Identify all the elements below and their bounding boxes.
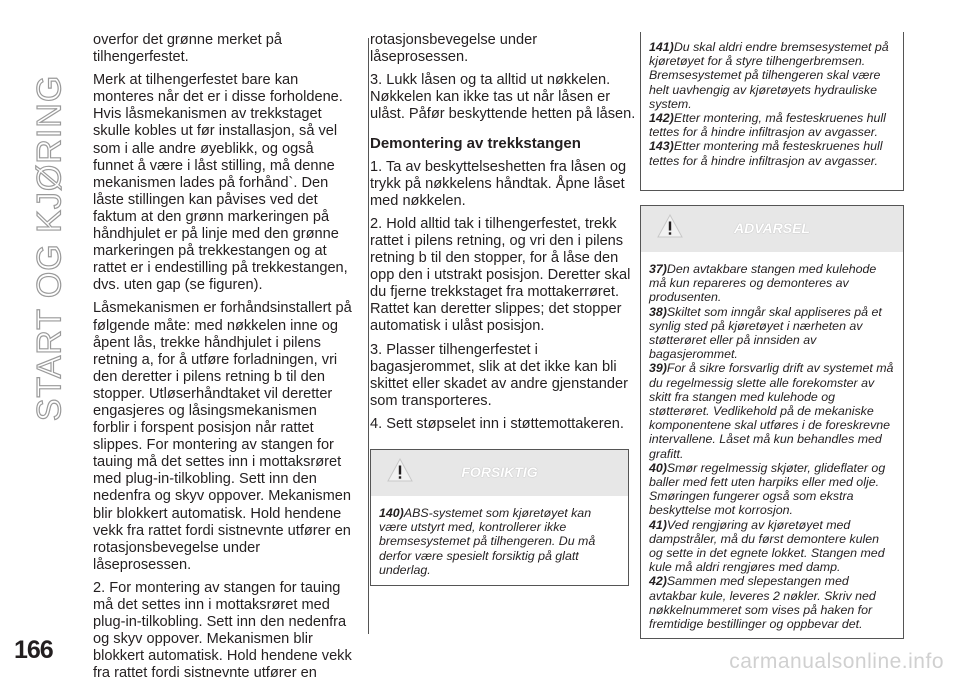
caution-box bbox=[370, 449, 629, 586]
caution-header bbox=[371, 450, 628, 496]
note-143 bbox=[649, 139, 895, 167]
note-number: 37) bbox=[649, 262, 667, 276]
note-37 bbox=[649, 262, 895, 305]
column-left bbox=[93, 32, 357, 688]
paragraph: rotasjonsbevegelse under låseprosessen. bbox=[370, 32, 538, 66]
caution-title: FORSIKTIG bbox=[461, 464, 538, 480]
note-number: 41) bbox=[649, 517, 667, 532]
note-text: Smør regelmessig skjøter, glideflater og baller med fett uten harpiks eller med olje. Smøringen fungerer også som ekstra beskyttelse mot korrosjon. bbox=[649, 460, 886, 518]
step-1: 1. Ta av beskyttelseshetten fra låsen og trykk på nøkkelens håndtak. Åpne låset med nøkkelen. bbox=[370, 158, 627, 209]
warning-box bbox=[640, 205, 904, 639]
note-number: 140) bbox=[379, 506, 404, 520]
note-text: Du skal aldri endre bremsesystemet på kjøretøyet for å styre tilhengerbremsen. Bremsesystemet på tilhengeren skal være helt uavhengig av kjøretøyets hydrauliske system. bbox=[649, 40, 889, 111]
note-number: 142) bbox=[649, 111, 674, 126]
note-text: For å sikre forsvarlig drift av systemet må du regelmessig slette alle forekomster av skitt fra stangen med kulehode og støtterøret. Vedlikehold på de mekaniske komponentene skal utføres i de foreskrevne intervallene. Låset må kun behandles med grafitt. bbox=[649, 361, 894, 461]
column-divider bbox=[368, 38, 369, 634]
note-number: 42) bbox=[649, 574, 667, 589]
section-title: START OG KJØRING bbox=[30, 74, 69, 422]
note-text: Skiltet som inngår skal appliseres på et synlig sted på kjøretøyet i nærheten av støtterøret eller på innsiden av bagasjerommet. bbox=[649, 304, 882, 362]
column-middle bbox=[370, 32, 636, 439]
note-number: 143) bbox=[649, 139, 674, 154]
note-42 bbox=[649, 574, 895, 631]
note-text: Etter montering må festeskruenes hull tettes for å hindre infiltrasjon av avgasser. bbox=[649, 139, 883, 168]
notes-box-top bbox=[640, 32, 904, 191]
note-text: Den avtakbare stangen med kulehode må kun repareres og demonteres av produsenten. bbox=[649, 262, 877, 305]
note-141 bbox=[649, 40, 895, 111]
note-142 bbox=[649, 111, 895, 139]
footer-watermark: carmanualsonline.info bbox=[729, 650, 944, 673]
note-140 bbox=[371, 496, 628, 583]
note-number: 40) bbox=[649, 460, 667, 475]
note-text: ABS-systemet som kjøretøyet kan være utstyrt med, kontrollerer ikke bremsesystemet på tilhengeren. Du må derfor være spesielt forsiktig på glatt underlag. bbox=[379, 506, 596, 577]
note-41 bbox=[649, 518, 895, 575]
note-number: 39) bbox=[649, 361, 667, 376]
note-39 bbox=[649, 361, 895, 460]
paragraph: 3. Lukk låsen og ta alltid ut nøkkelen. Nøkkelen kan ikke tas ut når låsen er ulåst. Påfør beskyttende hetten på låsen. bbox=[370, 72, 636, 123]
step-3: 3. Plasser tilhengerfestet i bagasjerommet, slik at det ikke kan bli skittet eller skadet av andre gjenstander som transporteres. bbox=[370, 341, 628, 409]
step-2: 2. Hold alltid tak i tilhengerfestet, trekk rattet i pilens retning, og vri den i pilens retning b til den stopper, for å låse den opp den i utstrakt posisjon. Deretter skal du fjerne trekkstaget fra mottakerrøret. Rattet kan deretter slippes; det stopper automatisk i ulåst posisjon. bbox=[370, 215, 631, 335]
note-38 bbox=[649, 305, 895, 362]
paragraph: 2. For montering av stangen for tauing må det settes inn i mottaksrøret med plug-in-tilkobling. Sett inn den nedenfra og skyv oppover. Mekanismen blir blokkert automatisk. Hold hendene vekk fra rattet fordi sistnevnte utfører en bbox=[93, 579, 352, 682]
note-40 bbox=[649, 461, 895, 518]
page-number: 166 bbox=[14, 636, 53, 664]
paragraph: overfor det grønne merket på tilhengerfestet. bbox=[93, 32, 282, 66]
note-text: Sammen med slepestangen med avtakbar kule, leveres 2 nøkler. Skriv ned nøkkelnummeret som vises på haken for fremtidige bestillinger og oppbevar det. bbox=[649, 574, 876, 632]
step-4: 4. Sett støpselet inn i støttemottakeren. bbox=[370, 415, 624, 432]
warning-title: ADVARSEL bbox=[734, 220, 810, 236]
paragraph: Merk at tilhengerfestet bare kan monteres når det er i disse forholdene. Hvis låsmekanismen av trekkstaget skulle kobles ut før installasjon, så vel som i alle andre øyeblikk, og også funnet å være i låst stilling, må denne mekanismen lades på forhånd`. Den låste stillingen kan påvises ved det faktum at den grønn markeringen på håndhjulet er på linje med den grønne markeringen på trekkestangen og at rattet er i endestilling på trekkestangen, dvs. uten gap (se figuren). bbox=[93, 72, 348, 294]
section-heading: Demontering av trekkstangen bbox=[370, 135, 581, 153]
warning-header bbox=[641, 206, 903, 252]
note-text: Etter montering, må festeskruenes hull tettes for å hindre infiltrasjon av avgasser. bbox=[649, 111, 886, 140]
note-number: 38) bbox=[649, 304, 667, 319]
note-number: 141) bbox=[649, 40, 674, 54]
paragraph: Låsmekanismen er forhåndsinstallert på følgende måte: med nøkkelen inne og åpent lås, trekke håndhjulet i pilens retning a, for å utføre forladningen, vri den deretter i pilens retning b til den stopper. Utløserhåndtaket vil deretter engasjeres og låsingsmekanismen forblir i forspent posisjon når rattet slippes. For montering av stangen for tauing må det settes inn i mottaksrøret med plug-in-tilkobling. Sett inn den nedenfra og skyv oppover. Mekanismen blir blokkert automatisk. Hold hendene vekk fra rattet fordi sistnevnte utfører en rotasjonsbevegelse under låseprosessen. bbox=[93, 300, 352, 573]
note-text: Ved rengjøring av kjøretøyet med dampstråler, må du først demontere kulen og sette in det egnete lokket. Stangen med kule må aldri rengjøres med damp. bbox=[649, 517, 885, 575]
